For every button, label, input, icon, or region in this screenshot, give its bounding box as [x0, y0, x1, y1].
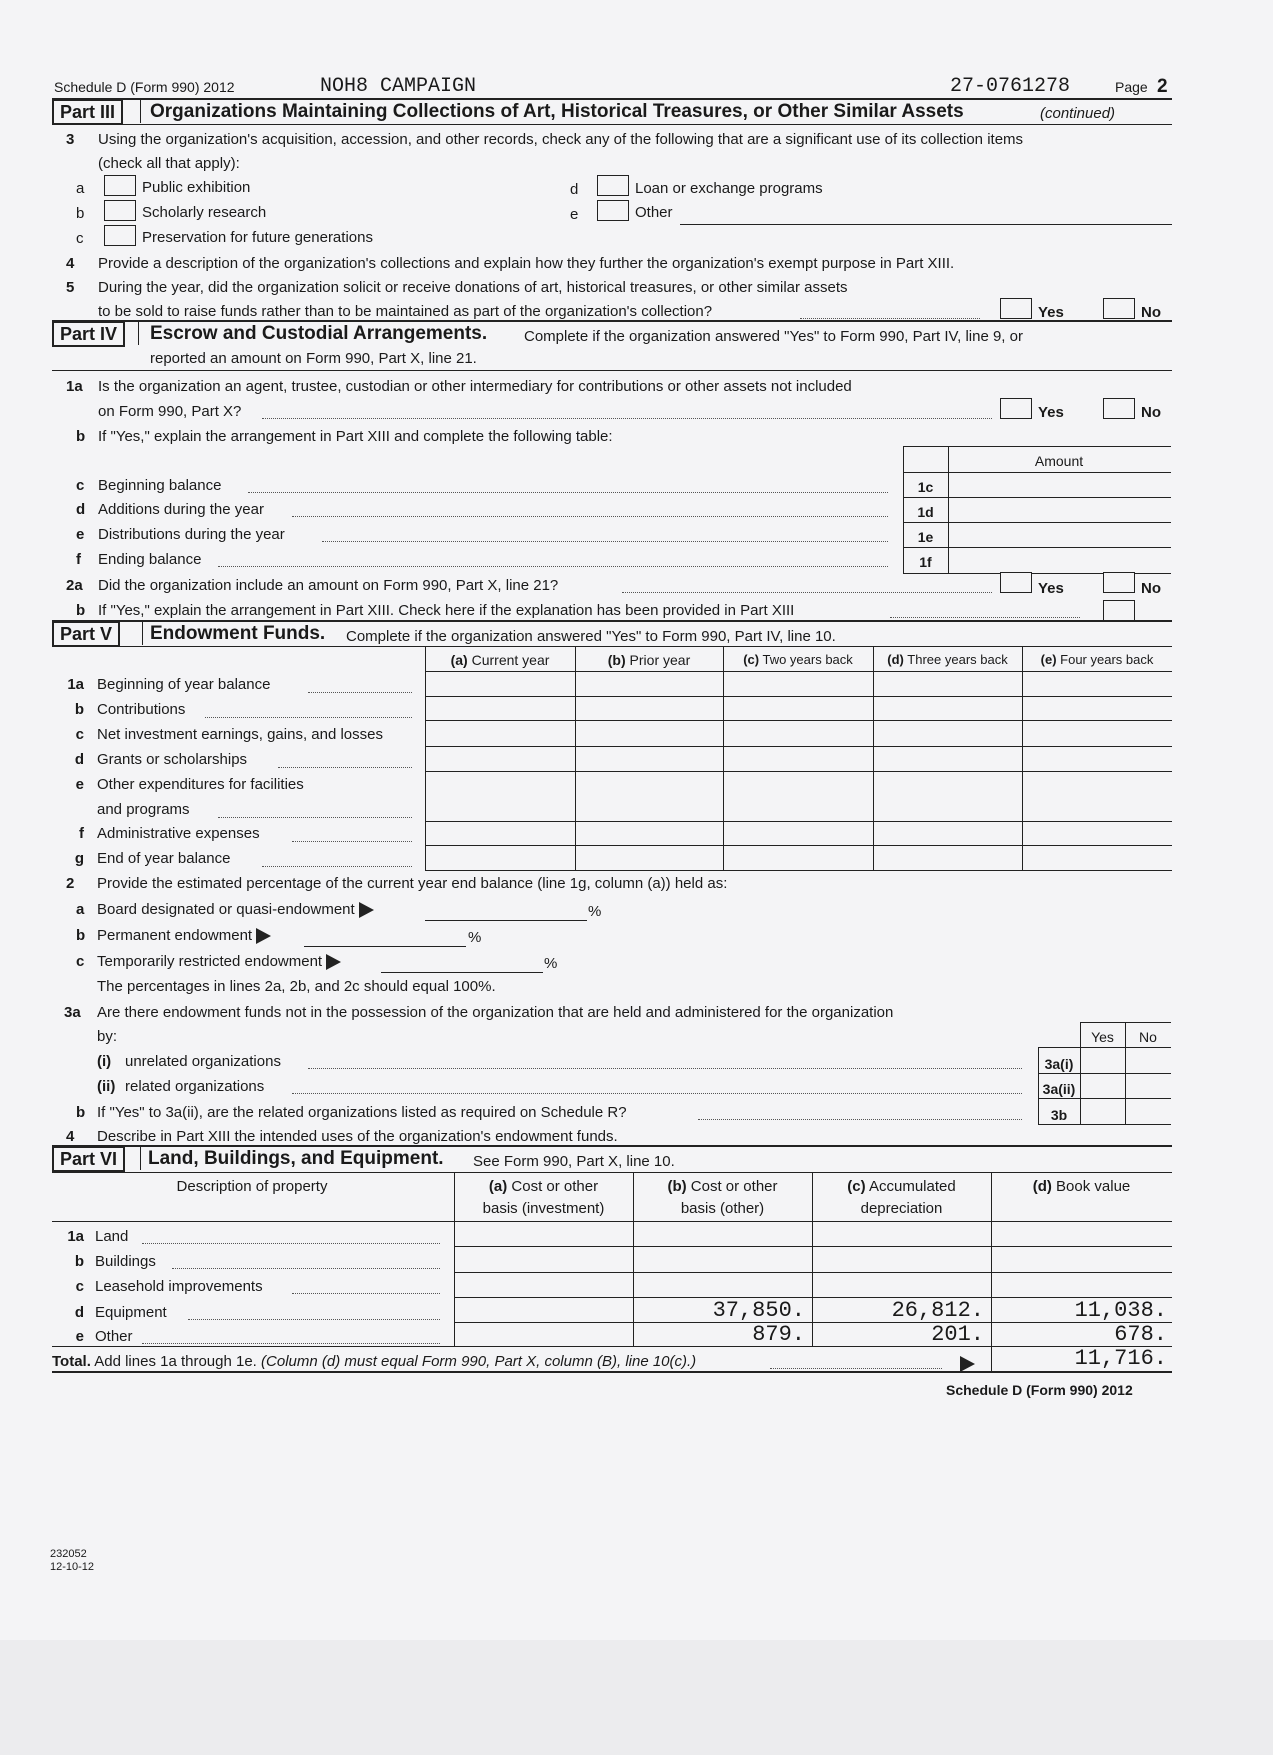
other-input-line[interactable]	[680, 224, 1172, 225]
line-number: d	[76, 501, 86, 518]
footer-form-label: Schedule D (Form 990) 2012	[946, 1382, 1133, 1398]
line-number: f	[76, 551, 81, 568]
checkbox-loan-exchange[interactable]	[597, 175, 629, 196]
option-label: Other	[635, 204, 673, 221]
line-code: 3a(ii)	[1042, 1081, 1076, 1097]
line-number: b	[76, 1104, 86, 1121]
table-rule	[425, 646, 426, 870]
no-label: No	[1141, 404, 1161, 421]
line-text: (check all that apply):	[98, 155, 240, 172]
page-label: Page	[1115, 79, 1148, 95]
table-rule	[1038, 1047, 1171, 1048]
leader-dots	[142, 1343, 440, 1344]
footer-date-code: 12-10-12	[50, 1561, 95, 1573]
line-number: c	[76, 477, 85, 494]
option-letter: a	[76, 180, 85, 197]
ein: 27-0761278	[950, 75, 1071, 98]
option-letter: d	[570, 181, 579, 198]
line-code: 1c	[917, 479, 934, 495]
line-number: c	[75, 726, 84, 743]
line-number: g	[74, 850, 84, 867]
line-text: Did the organization include an amount on Form 990, Part X, line 21?	[98, 577, 559, 594]
part5-title: Endowment Funds.	[150, 623, 326, 644]
part5-desc: Complete if the organization answered "Yes" to Form 990, Part IV, line 10.	[346, 628, 836, 645]
line-number: a	[76, 901, 85, 918]
line-number: b	[74, 701, 84, 718]
yes-col-header: Yes	[1091, 1029, 1114, 1045]
endowment-row-label: Contributions	[97, 701, 186, 718]
line-text: Board designated or quasi-endowment	[97, 901, 374, 918]
arrow-icon	[326, 954, 341, 970]
col-e-header: (e) Four years back	[1040, 652, 1154, 667]
checkbox-2a-no[interactable]	[1103, 572, 1135, 593]
line-number: e	[75, 776, 84, 793]
line-number: 5	[66, 279, 75, 296]
leader-dots	[308, 1068, 1022, 1069]
line-text: to be sold to raise funds rather than to be maintained as part of the organization's collection?	[98, 303, 713, 320]
table-rule	[52, 1221, 1172, 1222]
leader-dots	[262, 418, 992, 419]
col-b-header-2: basis (other)	[680, 1200, 765, 1217]
part3-rule	[52, 124, 1172, 125]
line-number: c	[75, 1278, 84, 1295]
leader-dots	[308, 692, 412, 693]
leader-dots	[800, 318, 980, 319]
part4-rule	[52, 370, 1172, 371]
table-rule	[454, 1246, 1172, 1247]
percent-sign: %	[588, 903, 602, 920]
endowment-row-label: Beginning of year balance	[97, 676, 271, 693]
table-rule	[425, 671, 1172, 672]
table-rule	[903, 547, 1171, 548]
checkbox-l5-no[interactable]	[1103, 298, 1135, 319]
line-number: 3a	[64, 1004, 81, 1021]
escrow-row-label: Beginning balance	[98, 477, 222, 494]
col-a-header: (a) Current year	[450, 652, 550, 668]
table-rule	[873, 646, 874, 870]
endowment-row-label: End of year balance	[97, 850, 231, 867]
org-name: NOH8 CAMPAIGN	[320, 75, 477, 98]
part6-desc: See Form 990, Part X, line 10.	[473, 1153, 675, 1170]
line-code: 1d	[917, 504, 934, 520]
table-rule	[425, 845, 1172, 846]
line-text: unrelated organizations	[125, 1053, 281, 1070]
leader-dots	[890, 617, 1080, 618]
line-number: 4	[66, 1128, 75, 1145]
divider	[138, 321, 139, 345]
divider	[140, 1146, 141, 1170]
line-text: If "Yes," explain the arrangement in Part XIII. Check here if the explanation has been provided in Part XIII	[98, 602, 795, 619]
table-rule	[425, 720, 1172, 721]
checkbox-preservation[interactable]	[104, 225, 136, 246]
page-number: 2	[1157, 76, 1168, 97]
leader-dots	[248, 492, 888, 493]
col-c-header: (c) Two years back	[743, 652, 853, 667]
part4-desc: Complete if the organization answered "Yes" to Form 990, Part IV, line 9, or	[524, 328, 1023, 345]
no-label: No	[1141, 580, 1161, 597]
line-text: Temporarily restricted endowment	[97, 953, 341, 970]
checkbox-scholarly-research[interactable]	[104, 200, 136, 221]
part6-rule	[52, 1172, 1172, 1173]
percent-sign: %	[544, 955, 558, 972]
checkbox-2a-yes[interactable]	[1000, 572, 1032, 593]
part4-label: Part IV	[52, 321, 125, 347]
line-number: (i)	[97, 1053, 112, 1070]
line-text: Is the organization an agent, trustee, custodian or other intermediary for contributions or other assets not included	[98, 378, 852, 395]
option-letter: e	[570, 206, 579, 223]
line-number: b	[76, 428, 86, 445]
no-col-header: No	[1139, 1029, 1157, 1045]
leader-dots	[698, 1119, 1022, 1120]
option-letter: b	[76, 205, 85, 222]
leader-dots	[292, 516, 888, 517]
property-label: Equipment	[95, 1304, 167, 1321]
other-book-value: 678.	[1114, 1322, 1167, 1347]
table-rule	[425, 771, 1172, 772]
line-text: Describe in Part XIII the intended uses of the organization's endowment funds.	[97, 1128, 618, 1145]
line-text: The percentages in lines 2a, 2b, and 2c should equal 100%.	[97, 978, 496, 995]
leader-dots	[292, 841, 412, 842]
line-number: 2a	[66, 577, 83, 594]
line-text: During the year, did the organization solicit or receive donations of art, historical treasures, or other similar assets	[98, 279, 848, 296]
table-rule	[903, 446, 1171, 447]
equipment-depreciation-value: 26,812.	[891, 1298, 984, 1323]
line-number: 3	[66, 131, 75, 148]
footer-code: 232052	[50, 1548, 87, 1560]
part5-top-rule	[52, 620, 1172, 622]
arrow-icon	[359, 902, 374, 918]
checkbox-1a-no[interactable]	[1103, 398, 1135, 419]
yes-label: Yes	[1038, 580, 1064, 597]
other-cost-value: 879.	[752, 1322, 805, 1347]
table-rule	[1022, 646, 1023, 870]
line-code: 3b	[1050, 1107, 1068, 1123]
line-number: d	[74, 1304, 84, 1321]
endowment-row-label: Net investment earnings, gains, and losses	[97, 726, 383, 743]
arrow-icon	[960, 1356, 975, 1372]
line-number: c	[76, 953, 85, 970]
line-number: 1a	[67, 676, 84, 693]
leader-dots	[770, 1368, 942, 1369]
leader-dots	[262, 866, 412, 867]
property-label: Buildings	[95, 1253, 156, 1270]
part5-label: Part V	[52, 621, 120, 647]
line-code: 1f	[919, 554, 932, 570]
leader-dots	[278, 767, 412, 768]
part5-rule	[52, 646, 1172, 647]
part6-title: Land, Buildings, and Equipment.	[148, 1148, 444, 1169]
col-a-header: (a) Cost or other	[488, 1178, 599, 1195]
header-rule	[52, 98, 1172, 100]
table-rule	[425, 870, 1172, 871]
line-number: b	[76, 602, 86, 619]
checkbox-l5-yes[interactable]	[1000, 298, 1032, 319]
table-rule	[425, 821, 1172, 822]
checkbox-2b[interactable]	[1103, 600, 1135, 621]
line-number: 4	[66, 255, 75, 272]
total-book-value: 11,716.	[1074, 1346, 1167, 1371]
board-designated-input[interactable]	[425, 920, 587, 921]
endowment-row-label: Administrative expenses	[97, 825, 260, 842]
option-label: Preservation for future generations	[142, 229, 373, 246]
property-label: Other	[95, 1328, 133, 1345]
col-d-header: (d) Three years back	[887, 652, 1008, 667]
yes-label: Yes	[1038, 304, 1064, 321]
col-b-header: (b) Prior year	[607, 652, 691, 668]
line-number: e	[75, 1328, 84, 1345]
leader-dots	[622, 592, 992, 593]
leader-dots	[322, 541, 888, 542]
yes-label: Yes	[1038, 404, 1064, 421]
amount-header: Amount	[1034, 453, 1084, 469]
table-rule	[425, 696, 1172, 697]
property-label: Leasehold improvements	[95, 1278, 263, 1295]
line-number: 2	[66, 875, 75, 892]
table-rule	[575, 646, 576, 870]
part6-top-rule	[52, 1145, 1172, 1147]
table-rule	[903, 522, 1171, 523]
col-d-header: (d) Book value	[1032, 1178, 1131, 1195]
col-b-header: (b) Cost or other	[667, 1178, 778, 1195]
leader-dots	[292, 1093, 1022, 1094]
permanent-endowment-input[interactable]	[304, 946, 466, 947]
line-text: related organizations	[125, 1078, 265, 1095]
option-label: Public exhibition	[142, 179, 251, 196]
line-text: Are there endowment funds not in the possession of the organization that are held and administered for the organization	[97, 1004, 894, 1021]
part4-desc: reported an amount on Form 990, Part X, line 21.	[150, 350, 477, 367]
line-text: Using the organization's acquisition, accession, and other records, check any of the following that are a significant use of its collection items	[98, 131, 1024, 148]
temporarily-restricted-input[interactable]	[381, 972, 543, 973]
table-rule	[903, 472, 1171, 473]
option-letter: c	[76, 230, 84, 247]
line-number: b	[74, 1253, 84, 1270]
checkbox-1a-yes[interactable]	[1000, 398, 1032, 419]
total-rule	[52, 1371, 1172, 1373]
line-text: If "Yes," explain the arrangement in Part XIII and complete the following table:	[98, 428, 613, 445]
total-line: Total. Add lines 1a through 1e. (Column (d) must equal Form 990, Part X, column (B), line 10(c).)	[52, 1353, 697, 1370]
line-text: Provide the estimated percentage of the current year end balance (line 1g, column (a)) held as:	[97, 875, 728, 892]
checkbox-public-exhibition[interactable]	[104, 175, 136, 196]
part3-label: Part III	[52, 99, 123, 125]
line-number: f	[79, 825, 84, 842]
escrow-row-label: Distributions during the year	[98, 526, 285, 543]
equipment-book-value: 11,038.	[1074, 1298, 1167, 1323]
table-rule	[425, 746, 1172, 747]
line-code: 3a(i)	[1044, 1056, 1074, 1072]
line-text: Permanent endowment	[97, 927, 271, 944]
divider	[142, 621, 143, 645]
option-label: Loan or exchange programs	[635, 180, 823, 197]
col-c-header: (c) Accumulated	[847, 1178, 956, 1195]
leader-dots	[205, 717, 412, 718]
divider	[140, 99, 141, 123]
no-label: No	[1141, 304, 1161, 321]
part3-continued: (continued)	[1040, 105, 1116, 122]
line-number: (ii)	[97, 1078, 116, 1095]
leader-dots	[218, 566, 888, 567]
escrow-row-label: Additions during the year	[98, 501, 264, 518]
line-number: e	[76, 526, 85, 543]
endowment-row-label: and programs	[97, 801, 190, 818]
other-depreciation-value: 201.	[931, 1322, 984, 1347]
line-text: on Form 990, Part X?	[98, 403, 242, 420]
table-rule	[903, 497, 1171, 498]
endowment-row-label: Other expenditures for facilities	[97, 776, 304, 793]
arrow-icon	[256, 928, 271, 944]
line-text: by:	[97, 1028, 118, 1045]
option-label: Scholarly research	[142, 204, 267, 221]
part4-title: Escrow and Custodial Arrangements.	[150, 323, 488, 344]
col-a-header-2: basis (investment)	[482, 1200, 605, 1217]
table-rule	[454, 1172, 455, 1347]
table-rule	[1038, 1124, 1171, 1125]
line-text: If "Yes" to 3a(ii), are the related organizations listed as required on Schedule R?	[97, 1104, 627, 1121]
line-number: b	[76, 927, 86, 944]
table-rule	[1038, 1098, 1171, 1099]
line-number: 1a	[67, 1228, 84, 1245]
percent-sign: %	[468, 929, 482, 946]
part4-top-rule	[52, 320, 1172, 322]
line-code: 1e	[917, 529, 934, 545]
table-rule	[723, 646, 724, 870]
part6-label: Part VI	[52, 1146, 125, 1172]
leader-dots	[142, 1243, 440, 1244]
col-c-header-2: depreciation	[860, 1200, 943, 1217]
equipment-cost-value: 37,850.	[712, 1298, 805, 1323]
table-rule	[454, 1272, 1172, 1273]
leader-dots	[292, 1293, 440, 1294]
leader-dots	[188, 1319, 440, 1320]
form-label: Schedule D (Form 990) 2012	[54, 79, 235, 95]
line-text: Provide a description of the organization's collections and explain how they further the organization's exempt purpose in Part XIII.	[98, 255, 955, 272]
line-number: 1a	[66, 378, 83, 395]
table-rule	[1038, 1073, 1171, 1074]
description-header: Description of property	[176, 1178, 328, 1195]
property-label: Land	[95, 1228, 129, 1245]
checkbox-other[interactable]	[597, 200, 629, 221]
leader-dots	[172, 1268, 440, 1269]
part3-title: Organizations Maintaining Collections of Art, Historical Treasures, or Other Similar Assets	[150, 101, 964, 122]
escrow-row-label: Ending balance	[98, 551, 202, 568]
line-number: d	[74, 751, 84, 768]
endowment-row-label: Grants or scholarships	[97, 751, 248, 768]
leader-dots	[218, 817, 412, 818]
